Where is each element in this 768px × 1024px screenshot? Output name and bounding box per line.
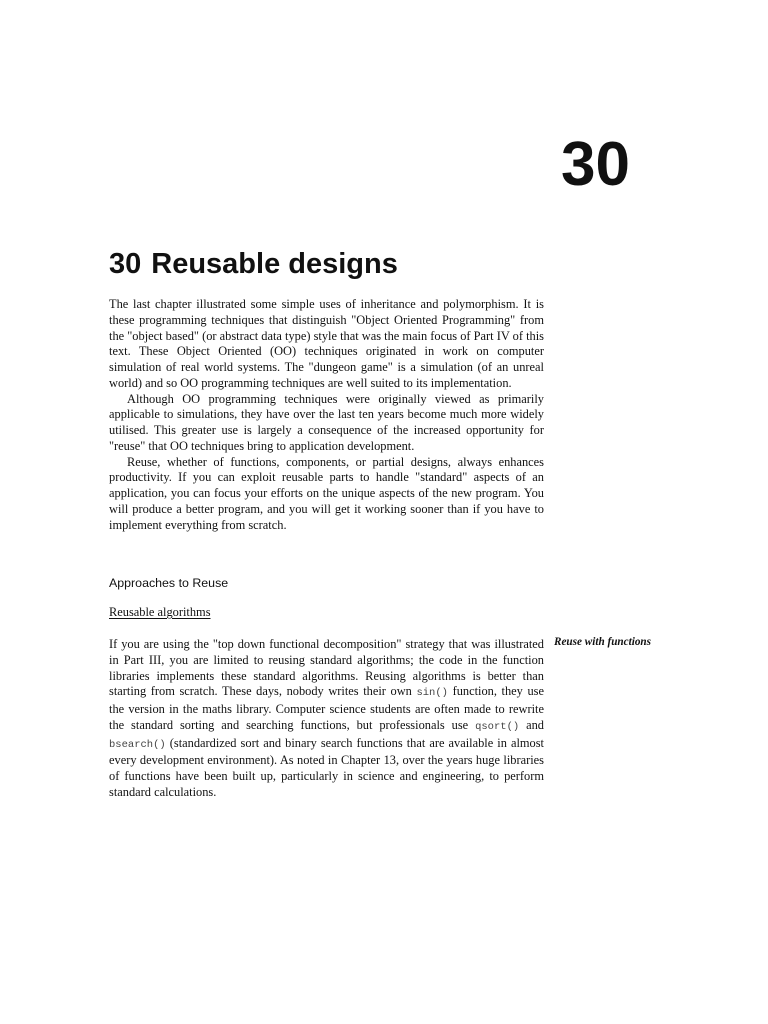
algorithms-text — [109, 637, 544, 801]
chapter-title-number: 30 — [109, 248, 142, 280]
chapter-title-text: Reusable designs — [151, 248, 398, 280]
intro-text — [109, 297, 544, 533]
intro-paragraph-1: The last chapter illustrated some simple uses of inheritance and polymorphism. It is these programming techniques that distinguish "Object Oriented Programming" from the "object based" (or abstract data type) style that was the main focus of Part IV of this text. These Object Oriented (OO) techniques originated in work on computer simulation of real world systems. The "dungeon game" is a simulation (of an unreal world) and so OO programming techniques are well suited to its implementation. — [109, 297, 544, 390]
algorithms-paragraph — [109, 637, 544, 801]
code-bsearch: bsearch() — [109, 738, 166, 751]
algo-text-2: function, they use the version in the maths library. Computer science students are often made to rewrite the standard sorting and searching functions, but professionals use — [109, 684, 544, 732]
intro-paragraph-2: Although OO programming techniques were originally viewed as primarily applicable to simulations, they have over the last ten years become much more widely utilised. This greater use is largely a consequence of the increased opportunity for "reuse" that OO techniques bring to application development. — [109, 391, 544, 453]
section-heading: Approaches to Reuse — [109, 576, 229, 590]
algo-text-1: If you are using the "top down functional decomposition" strategy that was illustrated in Part III, you are limited to reusing standard algorithms; the code in the function libraries implements these standard algorithms. Reusing algorithms is better than starting from scratch. These days, nobody writes their own — [109, 637, 544, 699]
code-sin: sin() — [416, 687, 448, 700]
margin-note: Reuse with functions — [554, 636, 651, 648]
code-qsort: qsort() — [475, 720, 520, 733]
chapter-number: 30 — [561, 130, 630, 199]
algo-text-4: (standardized sort and binary search functions that are available in almost every development environment). As noted in Chapter 13, over the years huge libraries of functions have been built up, particularly in science and engineering, to perform standard calculations. — [109, 735, 544, 799]
algo-text-3: and — [519, 717, 544, 732]
subsection-heading: Reusable algorithms — [109, 605, 211, 619]
intro-paragraph-3: Reuse, whether of functions, components, or partial designs, always enhances productivity. If you can exploit reusable parts to handle "standard" aspects of an application, you can focus your efforts on the unique aspects of the new program. You will produce a better program, and you will get it working sooner than if you have to implement everything from scratch. — [109, 454, 544, 532]
chapter-title — [109, 245, 549, 283]
